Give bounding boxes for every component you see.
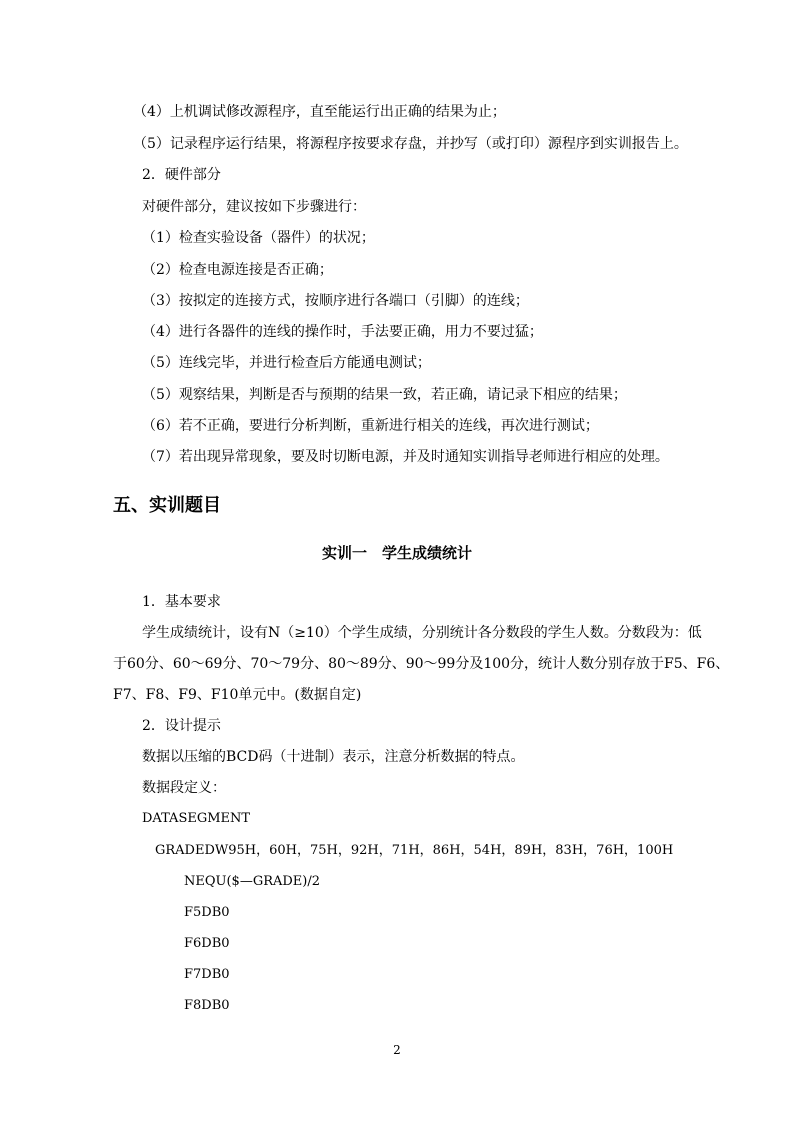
hardware-step-3: （3）按拟定的连接方式，按顺序进行各端口（引脚）的连线； [142,293,529,309]
hardware-step-5: （5）连线完毕，并进行检查后方能通电测试； [142,355,431,371]
design-line: 数据以压缩的BCD码（十进制）表示，注意分析数据的特点。 [142,749,525,765]
hardware-heading: 2．硬件部分 [142,167,221,183]
code-line-datasegment: DATASEGMENT [142,811,251,826]
hardware-step-7: （7）若出现异常现象，要及时切断电源，并及时通知实训指导老师进行相应的处理。 [142,449,669,465]
page-number: 2 [393,1043,401,1057]
requirements-heading: 1．基本要求 [142,594,221,610]
requirements-line-1: 学生成绩统计，设有N（≥10）个学生成绩，分别统计各分数段的学生人数。分数段为：低 [142,625,702,641]
requirements-line-3: F7、F8、F9、F10单元中。(数据自定) [113,687,362,703]
design-heading: 2．设计提示 [142,718,221,734]
data-definition-label: 数据段定义： [142,780,226,796]
code-line-f8: F8DB0 [184,998,230,1013]
code-line-f7: F7DB0 [184,967,230,982]
section-title: 五、实训题目 [113,495,221,516]
hardware-step-6: （6）若不正确，要进行分析判断，重新进行相关的连线，再次进行测试； [142,418,599,434]
hardware-step-2: （2）检查电源连接是否正确； [142,262,333,278]
code-line-f6: F6DB0 [184,936,230,951]
code-line-n: NEQU($—GRADE)/2 [184,874,321,889]
software-step-5: （5）记录程序运行结果，将源程序按要求存盘，并抄写（或打印）源程序到实训报告上。 [133,136,688,152]
hardware-step-5b: （5）观察结果，判断是否与预期的结果一致，若正确，请记录下相应的结果； [142,387,627,403]
hardware-step-4: （4）进行各器件的连线的操作时，手法要正确，用力不要过猛； [142,324,543,340]
code-line-f5: F5DB0 [184,905,230,920]
requirements-line-2: 于60分、60～69分、70～79分、80～89分、90～99分及100分，统计人数分别存放于F5、F6、 [113,656,730,672]
hardware-step-1: （1）检查实验设备（器件）的状况； [142,230,375,246]
code-line-grade: GRADEDW95H，60H，75H，92H，71H，86H，54H，89H，83H，76H，100H [155,843,674,858]
hardware-intro: 对硬件部分，建议按如下步骤进行： [142,199,366,215]
experiment-title: 实训一 学生成绩统计 [321,544,472,562]
software-step-4: （4）上机调试修改源程序，直至能运行出正确的结果为止； [133,104,506,120]
